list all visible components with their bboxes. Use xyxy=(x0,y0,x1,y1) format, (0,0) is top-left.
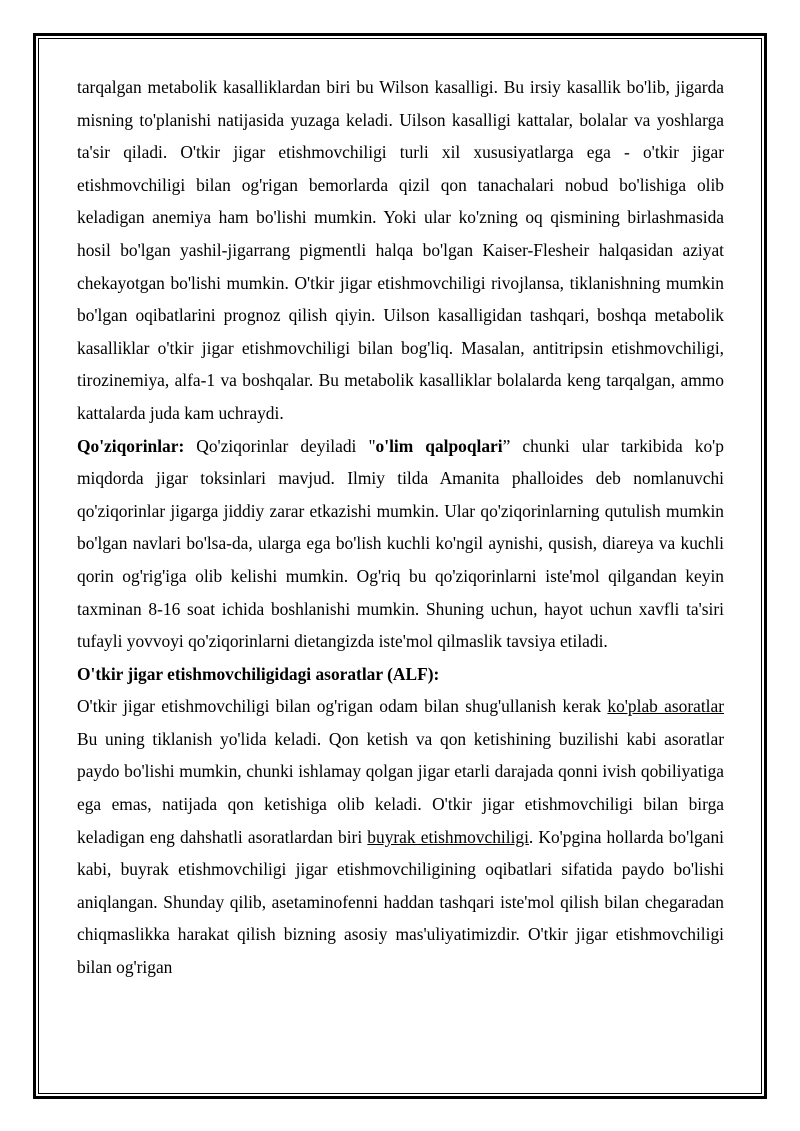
section-heading-complications: O'tkir jigar etishmovchiligidagi asoratlar (ALF): xyxy=(77,663,440,684)
complications-text-3: . Ko'pgina hollarda bo'lgani kabi, buyrak etishmovchiligi jigar etishmovchiligining oqibatlari sifatida paydo bo'lishi aniqlangan. Shunday qilib, asetaminofenni haddan tashqari iste'mol qilish bilan chegaradan chiqmaslikka harakat qilish bizning asosiy mas'uliyatimizdir. O'tkir jigar etishmovchiligi bilan og'rigan xyxy=(77,826,724,978)
mushroom-quote: o'lim qalpoqlari xyxy=(375,435,503,456)
link-many-complications[interactable]: ko'plab asoratlar xyxy=(607,696,724,717)
paragraph-wilson-disease: tarqalgan metabolik kasalliklardan biri bu Wilson kasalligi. Bu irsiy kasallik bo'lib, jigarda misning to'planishi natijasida yuzaga keladi. Uilson kasalligi kattalar, bolalar va yoshlarga ta'sir qiladi. O'tkir jigar etishmovchiligi turli xil xususiyatlarga ega - o'tkir jigar etishmovchiligi bilan og'rigan bemorlarda qizil qon tanachalari nobud bo'lishiga olib keladigan anemiya ham bo'lishi mumkin. Yoki ular ko'zning oq qismining birlashmasida hosil bo'lgan yashil-jigarrang pigmentli halqa bo'lgan Kaiser-Flesheir halqasidan aziyat chekayotgan bo'lishi mumkin. O'tkir jigar etishmovchiligi rivojlansa, tiklanishning mumkin bo'lgan oqibatlarini prognoz qilish qiyin. Uilson kasalligidan tashqari, boshqa metabolik kasalliklar o'tkir jigar etishmovchiligi bilan bog'liq. Masalan, antitripsin etishmovchiligi, tirozinemiya, alfa-1 va boshqalar. Bu metabolik kasalliklar bolalarda keng tarqalgan, ammo kattalarda juda kam uchraydi. xyxy=(77,77,724,423)
document-body xyxy=(77,71,724,984)
complications-text-2: Bu uning tiklanish yo'lida keladi. Qon ketish va qon ketishining buzilishi kabi asoratlar paydo bo'lishi mumkin, chunki ishlamay qolgan jigar etarli darajada qonni ivish qobiliyatiga ega emas, natijada qon ketishiga olib keladi. O'tkir jigar etishmovchiligi bilan birga keladigan eng dahshatli asoratlardan biri xyxy=(77,728,724,847)
mushroom-text-before-quote: Qo'ziqorinlar deyiladi " xyxy=(184,435,376,456)
mushroom-lead-label: Qo'ziqorinlar: xyxy=(77,435,185,456)
paragraph-mushrooms xyxy=(77,430,724,658)
mushroom-text-after-quote: ” chunki ular tarkibida ko'p miqdorda jigar toksinlari mavjud. Ilmiy tilda Amanita phalloides deb nomlanuvchi qo'ziqorinlar jigarga jiddiy zarar etkazishi mumkin. Ular qo'ziqorinlarning qutulish mumkin bo'lgan navlari bo'lsa-da, ularga ega bo'lish kuchli ko'ngil aynishi, qusish, diareya va kuchli qorin og'rig'iga olib kelishi mumkin. Og'riq bu qo'ziqorinlarni iste'mol qilgandan keyin taxminan 8-16 soat ichida boshlanishi mumkin. Shuning uchun, hayot uchun xavfli ta'siri tufayli yovvoyi qo'ziqorinlarni dietangizda iste'mol qilmaslik tavsiya etiladi. xyxy=(77,435,724,652)
link-kidney-failure[interactable]: buyrak etishmovchiligi xyxy=(367,826,529,847)
paragraph-complications xyxy=(77,690,724,983)
complications-text-1: O'tkir jigar etishmovchiligi bilan og'rigan odam bilan shug'ullanish kerak xyxy=(77,696,608,717)
